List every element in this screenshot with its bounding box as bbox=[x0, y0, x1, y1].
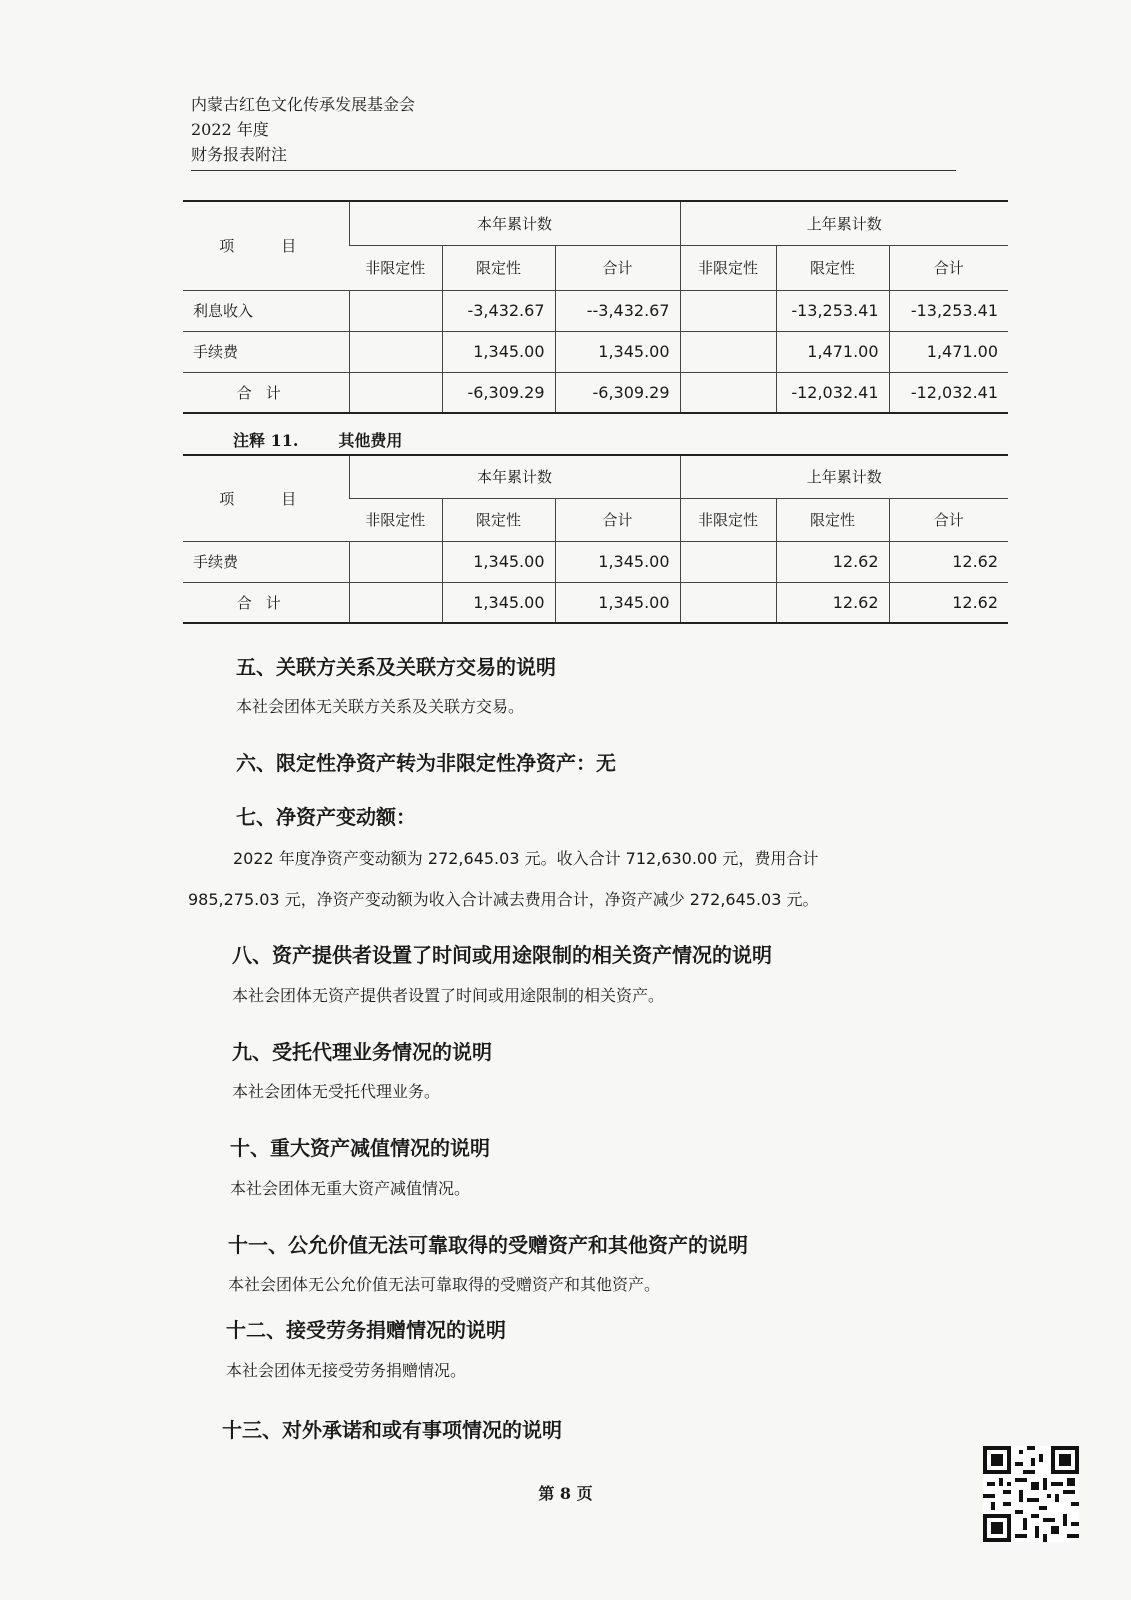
note-number: 注释 11. bbox=[233, 431, 299, 450]
section-10-text: 本社会团体无重大资产减值情况。 bbox=[230, 1179, 471, 1198]
section-7-text-line1: 2022 年度净资产变动额为 272,645.03 元。收入合计 712,630.00 元，费用合计 bbox=[233, 849, 819, 868]
group-current-year: 本年累计数 bbox=[349, 455, 680, 498]
header-rule bbox=[191, 170, 956, 171]
section-5-heading: 五、关联方关系及关联方交易的说明 bbox=[236, 655, 556, 679]
section-12-heading: 十二、接受劳务捐赠情况的说明 bbox=[226, 1318, 506, 1342]
sub-total: 合计 bbox=[889, 245, 1008, 290]
section-5-text: 本社会团体无关联方关系及关联方交易。 bbox=[236, 697, 525, 716]
table-other-expenses bbox=[183, 454, 1008, 624]
sub-total: 合计 bbox=[555, 245, 680, 290]
sub-unrestricted: 非限定性 bbox=[680, 245, 776, 290]
group-prior-year: 上年累计数 bbox=[680, 201, 1008, 245]
col-item-header: 项 目 bbox=[183, 201, 349, 290]
sub-unrestricted: 非限定性 bbox=[349, 245, 442, 290]
sub-restricted: 限定性 bbox=[776, 498, 889, 541]
sub-total: 合计 bbox=[889, 498, 1008, 541]
section-7-heading: 七、净资产变动额： bbox=[236, 805, 416, 829]
section-10-heading: 十、重大资产减值情况的说明 bbox=[230, 1136, 490, 1160]
page-number: 第 8 页 bbox=[538, 1484, 593, 1503]
sub-unrestricted: 非限定性 bbox=[680, 498, 776, 541]
report-year: 2022 年度 bbox=[191, 120, 269, 139]
org-name: 内蒙古红色文化传承发展基金会 bbox=[191, 95, 416, 114]
sub-restricted: 限定性 bbox=[442, 245, 555, 290]
note-11-title bbox=[233, 428, 442, 451]
section-11-text: 本社会团体无公允价值无法可靠取得的受赠资产和其他资产。 bbox=[228, 1275, 661, 1294]
section-9-heading: 九、受托代理业务情况的说明 bbox=[232, 1040, 492, 1064]
document-header bbox=[191, 92, 956, 167]
section-6-heading: 六、限定性净资产转为非限定性净资产：无 bbox=[236, 751, 616, 775]
table-row-total: 合计 1,345.00 1,345.00 12.62 12.62 bbox=[183, 582, 1008, 623]
section-7-text-line2: 985,275.03 元，净资产变动额为收入合计减去费用合计，净资产减少 272,645.03 元。 bbox=[188, 890, 819, 909]
col-item-header: 项 目 bbox=[183, 455, 349, 541]
section-9-text: 本社会团体无受托代理业务。 bbox=[232, 1082, 441, 1101]
sub-restricted: 限定性 bbox=[776, 245, 889, 290]
table-row: 手续费 1,345.00 1,345.00 12.62 12.62 bbox=[183, 541, 1008, 582]
table-row: 手续费 1,345.00 1,345.00 1,471.00 1,471.00 bbox=[183, 331, 1008, 372]
section-12-text: 本社会团体无接受劳务捐赠情况。 bbox=[226, 1361, 467, 1380]
group-prior-year: 上年累计数 bbox=[680, 455, 1008, 498]
note-name: 其他费用 bbox=[338, 431, 403, 450]
group-current-year: 本年累计数 bbox=[349, 201, 680, 245]
table-row-total: 合计 -6,309.29 -6,309.29 -12,032.41 -12,032.41 bbox=[183, 372, 1008, 413]
doc-title: 财务报表附注 bbox=[191, 145, 288, 164]
table-interest-fees bbox=[183, 200, 1008, 414]
sub-total: 合计 bbox=[555, 498, 680, 541]
sub-restricted: 限定性 bbox=[442, 498, 555, 541]
sub-unrestricted: 非限定性 bbox=[349, 498, 442, 541]
section-8-heading: 八、资产提供者设置了时间或用途限制的相关资产情况的说明 bbox=[232, 943, 772, 967]
section-8-text: 本社会团体无资产提供者设置了时间或用途限制的相关资产。 bbox=[232, 986, 665, 1005]
table-row: 利息收入 -3,432.67 --3,432.67 -13,253.41 -13,253.41 bbox=[183, 290, 1008, 331]
section-11-heading: 十一、公允价值无法可靠取得的受赠资产和其他资产的说明 bbox=[228, 1233, 748, 1257]
section-13-heading: 十三、对外承诺和或有事项情况的说明 bbox=[222, 1418, 562, 1442]
